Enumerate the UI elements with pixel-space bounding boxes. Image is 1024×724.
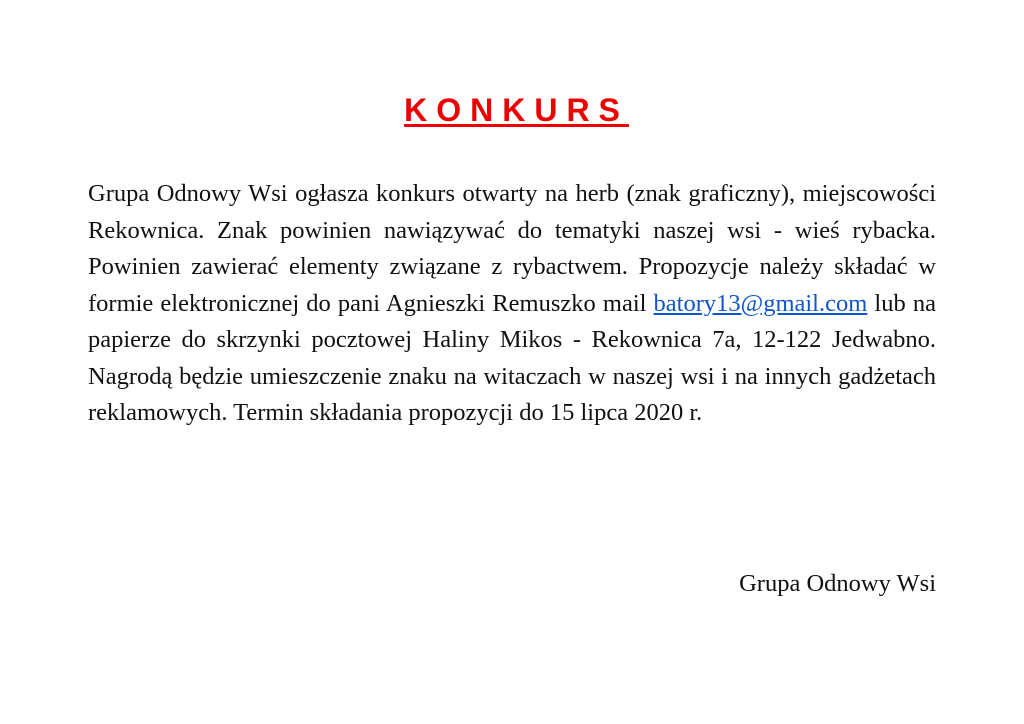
paragraph-text-after-email: lub na papierze do skrzynki pocztowej Haliny Mikos - Rekownica 7a, 12-122 Jedwabno. Nagrodą będzie umieszczenie znaku na witaczach w naszej wsi i na innych gadżetach reklamowych. Termin składania propozycji do 15 lipca 2020 r. (88, 289, 936, 426)
email-link[interactable]: batory13@gmail.com (653, 289, 868, 317)
announcement-paragraph (88, 176, 936, 432)
signature: Grupa Odnowy Wsi (739, 570, 936, 597)
page-title (0, 90, 1024, 130)
paragraph-text-before-email: Grupa Odnowy Wsi ogłasza konkurs otwarty na herb (znak graficzny), miejscowości Rekownica. Znak powinien nawiązywać do tematyki naszej wsi - wieś rybacka. Powinien zawierać elementy związane z rybactwem. Propozycje należy składać w formie elektronicznej do pani Agnieszki Remuszko mail (88, 180, 936, 317)
title-text: KONKURS (404, 92, 629, 128)
